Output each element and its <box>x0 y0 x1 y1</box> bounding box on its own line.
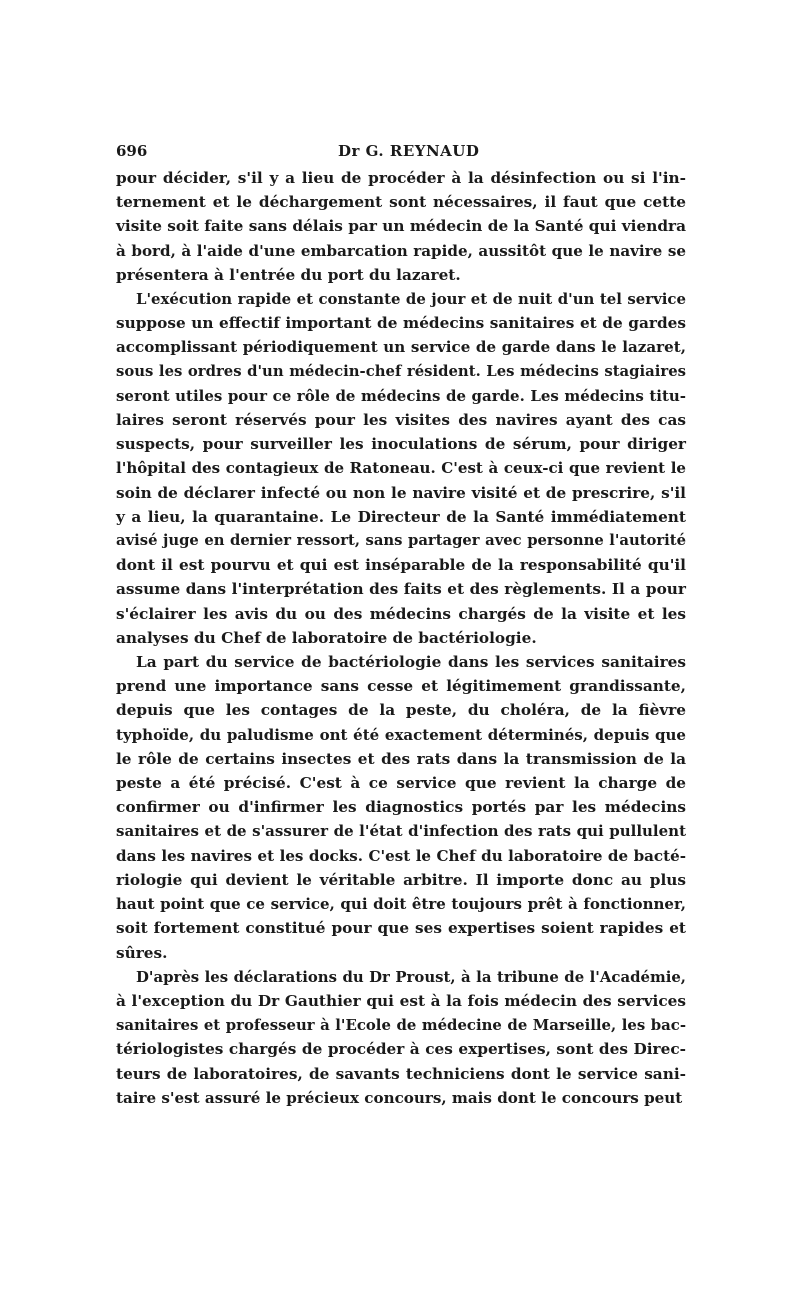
running-head-author: Dr G. REYNAUD <box>338 142 480 160</box>
paragraph <box>116 166 686 287</box>
text-line: dont il est pourvu et qui est inséparable de la responsabilité qu'il <box>116 556 686 575</box>
text-line: soit fortement constitué pour que ses expertises soient rapides et <box>116 919 686 938</box>
text-line: haut point que ce service, qui doit être toujours prêt à fonctionner, <box>116 895 686 914</box>
text-line: à l'exception du Dr Gauthier qui est à la fois médecin des services <box>116 991 686 1010</box>
text-line: peste a été précisé. C'est à ce service que revient la charge de <box>116 774 686 793</box>
text-line: L'exécution rapide et constante de jour et de nuit d'un tel service <box>136 290 686 309</box>
text-line: sûres. <box>116 943 168 962</box>
text-line: taire s'est assuré le précieux concours, mais dont le concours peut <box>116 1088 683 1107</box>
text-line: sanitaires et de s'assurer de l'état d'infection des rats qui pullulent <box>116 822 686 841</box>
text-line: ternement et le déchargement sont nécessaires, il faut que cette <box>116 193 686 212</box>
text-line: à bord, à l'aide d'une embarcation rapide, aussitôt que le navire se <box>116 241 686 260</box>
page-number: 696 <box>116 142 148 160</box>
text-line: assume dans l'interprétation des faits et des règlements. Il a pour <box>116 580 686 599</box>
text-line: le rôle de certains insectes et des rats dans la transmission de la <box>116 749 686 768</box>
text-line: confirmer ou d'infirmer les diagnostics portés par les médecins <box>116 798 686 817</box>
text-line: avisé juge en dernier ressort, sans partager avec personne l'autorité <box>116 532 686 550</box>
text-line: laires seront réservés pour les visites des navires ayant des cas <box>116 411 686 430</box>
text-line: visite soit faite sans délais par un médecin de la Santé qui viendra <box>116 217 686 236</box>
text-line: dans les navires et les docks. C'est le Chef du laboratoire de bacté- <box>116 846 686 865</box>
running-head <box>116 138 686 164</box>
paragraph <box>116 965 686 1110</box>
text-line: La part du service de bactériologie dans les services sanitaires <box>136 653 686 672</box>
text-line: prend une importance sans cesse et légitimement grandissante, <box>116 677 686 696</box>
text-line: depuis que les contages de la peste, du choléra, de la fièvre <box>116 701 686 720</box>
text-line: l'hôpital des contagieux de Ratoneau. C'est à ceux-ci que revient le <box>116 459 686 478</box>
text-line: tériologistes chargés de procéder à ces expertises, sont des Direc- <box>116 1040 686 1059</box>
text-line: D'après les déclarations du Dr Proust, à la tribune de l'Académie, <box>136 967 686 986</box>
text-line: soin de déclarer infecté ou non le navire visité et de prescrire, s'il <box>116 483 686 502</box>
text-line: seront utiles pour ce rôle de médecins de garde. Les médecins titu- <box>116 386 686 405</box>
text-line: riologie qui devient le véritable arbitre. Il importe donc au plus <box>116 870 686 889</box>
body-text <box>116 166 686 1110</box>
text-line: s'éclairer les avis du ou des médecins chargés de la visite et les <box>116 604 686 623</box>
text-line: y a lieu, la quarantaine. Le Directeur de la Santé immédiatement <box>116 507 686 526</box>
text-line: typhoïde, du paludisme ont été exactement déterminés, depuis que <box>116 725 686 744</box>
text-line: sous les ordres d'un médecin-chef résident. Les médecins stagiaires <box>116 362 686 380</box>
text-line: teurs de laboratoires, de savants techniciens dont le service sani- <box>116 1064 686 1083</box>
paragraph <box>116 287 686 650</box>
paragraph <box>116 650 686 965</box>
text-line: analyses du Chef de laboratoire de bactériologie. <box>116 628 537 647</box>
text-line: sanitaires et professeur à l'Ecole de médecine de Marseille, les bac- <box>116 1016 686 1035</box>
text-line: présentera à l'entrée du port du lazaret. <box>116 265 461 284</box>
text-line: suspects, pour surveiller les inoculations de sérum, pour diriger <box>116 435 686 454</box>
text-line: accomplissant périodiquement un service de garde dans le lazaret, <box>116 338 686 357</box>
text-line: pour décider, s'il y a lieu de procéder à la désinfection ou si l'in- <box>116 169 686 187</box>
document-page <box>116 138 686 1110</box>
text-line: suppose un effectif important de médecins sanitaires et de gardes <box>116 314 686 333</box>
